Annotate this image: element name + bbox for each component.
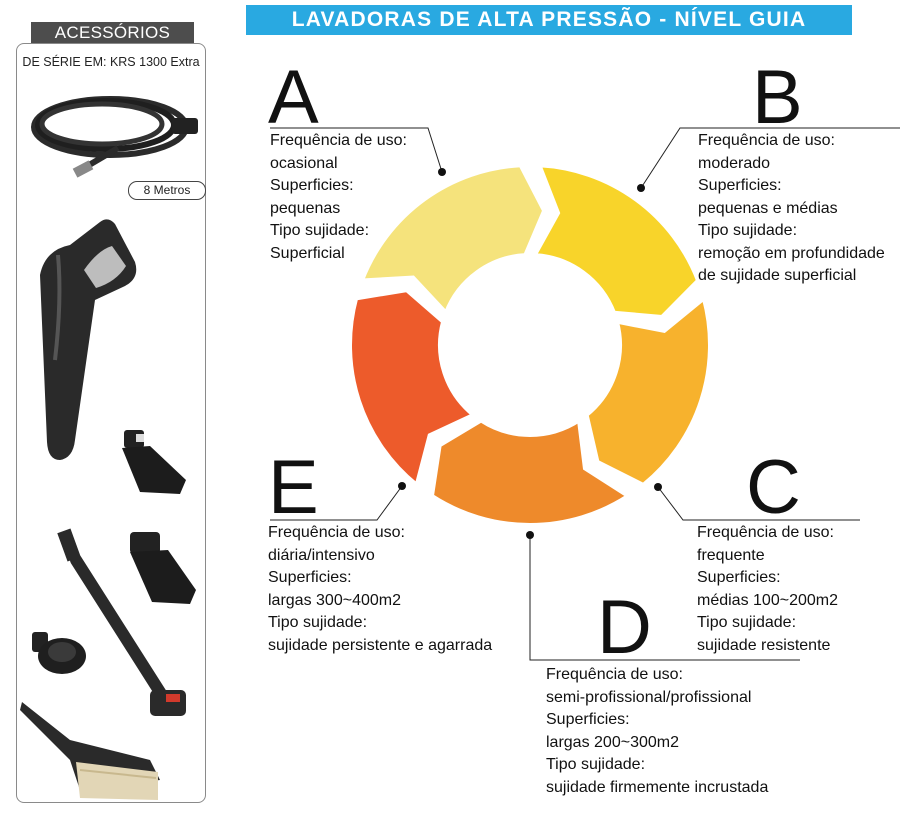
level-c-line: médias 100~200m2 (697, 591, 838, 609)
level-d-line: Frequência de uso: (546, 666, 683, 683)
level-e-line: Tipo sujidade: (268, 614, 368, 631)
level-d-line: sujidade firmemente incrustada (546, 778, 769, 796)
leader-dot-b (637, 184, 645, 192)
level-e-line: diária/intensivo (268, 546, 375, 564)
level-e-line: sujidade persistente e agarrada (268, 636, 493, 654)
hose-length-label: 8 Metros (128, 181, 206, 200)
level-e-description (268, 522, 492, 657)
level-b-line: Frequência de uso: (698, 132, 835, 149)
level-c-description (697, 522, 838, 657)
level-c-line: Superficies: (697, 569, 781, 586)
level-b-line: Superficies: (698, 177, 782, 194)
level-b-line: moderado (698, 154, 771, 172)
level-a-description (270, 130, 407, 265)
level-e-line: Superficies: (268, 569, 352, 586)
leader-dot-c (654, 483, 662, 491)
level-c-line: Frequência de uso: (697, 524, 834, 541)
level-e-letter: E (268, 445, 319, 530)
level-e-line: Frequência de uso: (268, 524, 405, 541)
level-d-line: largas 200~300m2 (546, 733, 679, 751)
level-b-line: de sujidade superficial (698, 267, 857, 284)
level-b-line: Tipo sujidade: (698, 222, 798, 239)
level-a-line: Frequência de uso: (270, 132, 407, 149)
level-e-line: largas 300~400m2 (268, 591, 401, 609)
level-b-description (698, 130, 885, 288)
level-a-line: Superficies: (270, 177, 354, 194)
level-d-description (546, 664, 768, 799)
page-title: LAVADORAS DE ALTA PRESSÃO - NÍVEL GUIA (246, 5, 852, 35)
ring-segment-c (587, 298, 710, 484)
level-b-letter: B (752, 55, 803, 140)
level-a-line: ocasional (270, 154, 338, 172)
level-a-line: pequenas (270, 199, 341, 217)
leader-dot-a (438, 168, 446, 176)
level-a-letter: A (268, 55, 319, 140)
level-b-line: remoção em profundidade (698, 244, 885, 262)
leader-dot-e (398, 482, 406, 490)
ring-segment-b (535, 165, 698, 317)
level-b-line: pequenas e médias (698, 199, 838, 217)
level-d-line: Tipo sujidade: (546, 756, 646, 773)
level-c-letter: C (746, 445, 801, 530)
level-c-line: frequente (697, 546, 765, 564)
level-c-line: Tipo sujidade: (697, 614, 797, 631)
level-d-letter: D (597, 585, 652, 670)
level-d-line: semi-profissional/profissional (546, 688, 752, 706)
level-c-line: sujidade resistente (697, 636, 831, 654)
level-a-line: Tipo sujidade: (270, 222, 370, 239)
accessories-subtitle: DE SÉRIE EM: KRS 1300 Extra (22, 55, 200, 69)
leader-dot-d (526, 531, 534, 539)
level-a-line: Superficial (270, 244, 345, 262)
accessories-tab: ACESSÓRIOS (31, 22, 194, 43)
level-d-line: Superficies: (546, 711, 630, 728)
